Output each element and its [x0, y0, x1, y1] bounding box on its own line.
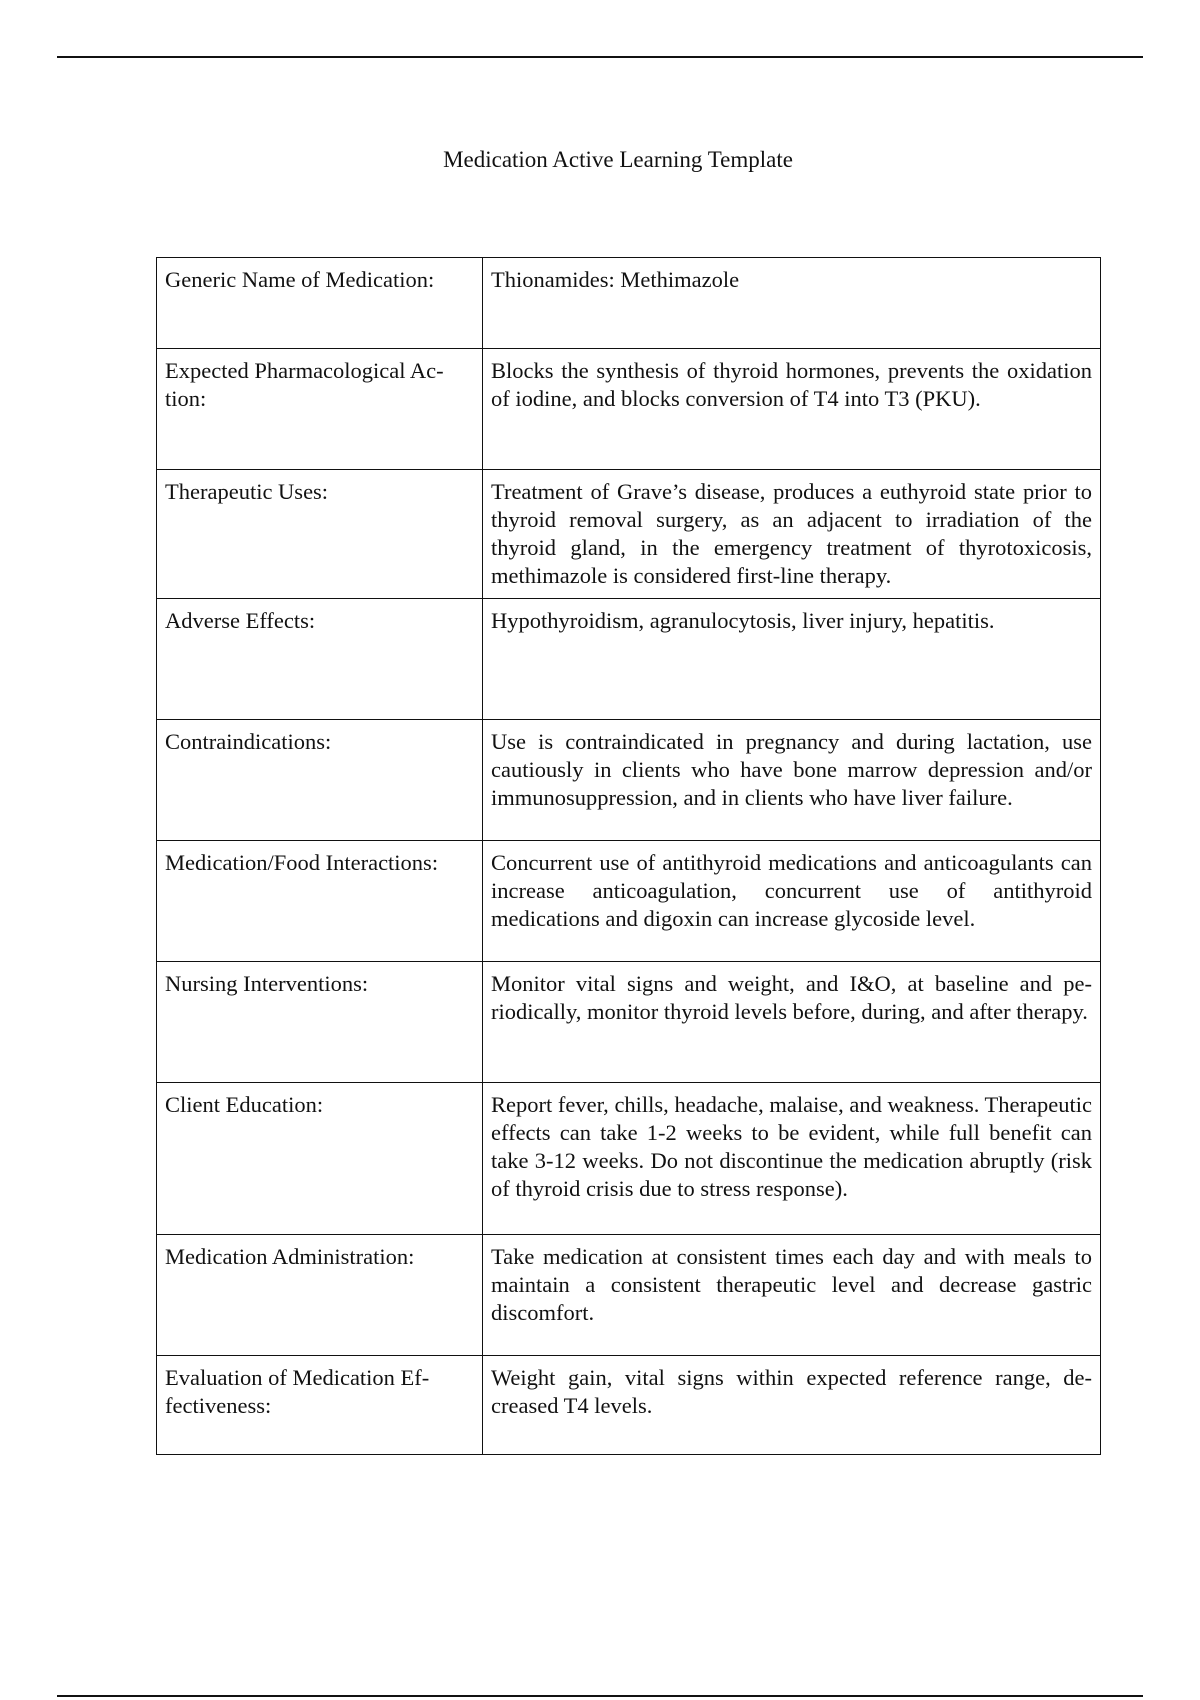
row-value: Weight gain, vital signs within expected reference range, decreased T4 levels. — [483, 1356, 1101, 1455]
row-label: Expected Pharmacological Action: — [157, 349, 483, 470]
row-value: Treatment of Grave’s disease, produces a euthyroid state prior to thyroid removal surgery, as an adjacent to irradiation of the thyroid gland, in the emergency treatment of thyrotoxicosis, methimazole is considered first-line therapy. — [483, 470, 1101, 599]
medication-template-table — [156, 257, 1101, 1455]
row-label: Nursing Interventions: — [157, 962, 483, 1083]
row-label: Adverse Effects: — [157, 599, 483, 720]
table-row — [157, 720, 1101, 841]
row-value: Monitor vital signs and weight, and I&O, at baseline and periodically, monitor thyroid levels before, during, and after therapy. — [483, 962, 1101, 1083]
table-row — [157, 470, 1101, 599]
bottom-rule — [57, 1695, 1143, 1697]
table-row — [157, 599, 1101, 720]
row-value: Blocks the synthesis of thyroid hormones, prevents the oxidation of iodine, and blocks conversion of T4 into T3 (PKU). — [483, 349, 1101, 470]
row-value: Hypothyroidism, agranulocytosis, liver injury, hepatitis. — [483, 599, 1101, 720]
table-row — [157, 841, 1101, 962]
row-label: Medication Administration: — [157, 1235, 483, 1356]
row-value: Concurrent use of antithyroid medications and anticoagulants can increase anticoagulation, concurrent use of antithyroid medications and digoxin can increase glycoside level. — [483, 841, 1101, 962]
row-value: Take medication at consistent times each day and with meals to maintain a consistent therapeutic level and decrease gastric discomfort. — [483, 1235, 1101, 1356]
row-label: Medication/Food Interactions: — [157, 841, 483, 962]
table-row — [157, 258, 1101, 349]
row-label: Evaluation of Medication Effectiveness: — [157, 1356, 483, 1455]
table-row — [157, 1356, 1101, 1455]
row-value: Use is contraindicated in pregnancy and during lactation, use cautiously in clients who have bone marrow depression and/​or immunosuppression, and in clients who have liver failure. — [483, 720, 1101, 841]
table-row — [157, 1083, 1101, 1235]
row-label: Therapeutic Uses: — [157, 470, 483, 599]
top-rule — [57, 56, 1143, 58]
table-row — [157, 1235, 1101, 1356]
row-label: Generic Name of Medication: — [157, 258, 483, 349]
document-title: Medication Active Learning Template — [443, 147, 793, 172]
table-row — [157, 349, 1101, 470]
row-value: Thionamides: Methimazole — [483, 258, 1101, 349]
row-value: Report fever, chills, headache, malaise, and weakness. Therapeutic effects can take 1-2 weeks to be evident, while full benefit can take 3-12 weeks. Do not discontinue the medication abruptly (risk of thyroid crisis due to stress response). — [483, 1083, 1101, 1235]
row-label: Contraindications: — [157, 720, 483, 841]
row-label: Client Education: — [157, 1083, 483, 1235]
table-row — [157, 962, 1101, 1083]
